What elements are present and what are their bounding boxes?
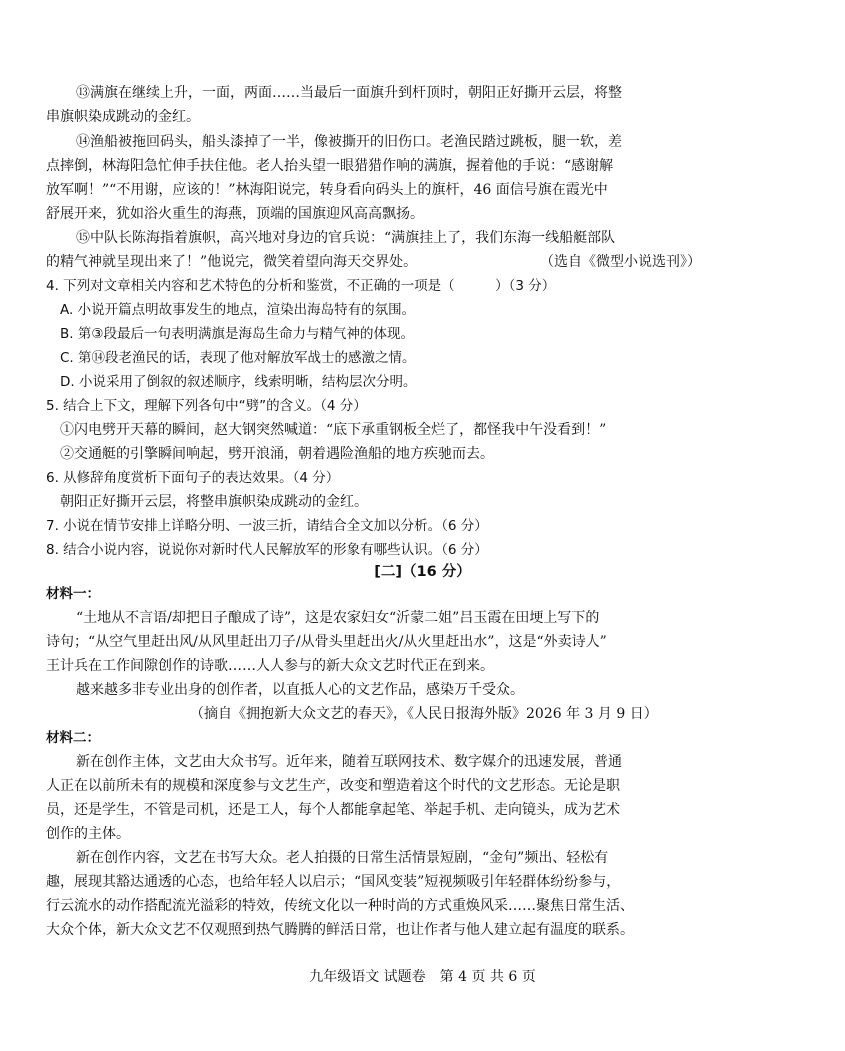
material-two-line: 大众个体，新大众文艺不仅观照到热气腾腾的鲜活日常，也让作者与他人建立起有温度的联系。 <box>46 922 634 938</box>
question-6-sentence: 朝阳正好撕开云层，将整串旗帜染成跳动的金红。 <box>60 494 368 510</box>
paragraph-13-line: 串旗帜染成跳动的金红。 <box>46 109 200 125</box>
story-source: （选自《微型小说选刊》） <box>540 254 701 270</box>
paragraph-15-line: 的精气神就呈现出来了！”他说完，微笑着望向海天交界处。 <box>46 254 418 270</box>
paragraph-13-line: ⑬满旗在继续上升，一面，两面……当最后一面旗升到杆顶时，朝阳正好撕开云层，将整 <box>76 85 622 101</box>
material-two-line: 员，还是学生，不管是司机，还是工人，每个人都能拿起笔、举起手机、走向镜头，成为艺术 <box>46 802 620 818</box>
question-5: 5. 结合上下文，理解下列各句中“劈”的含义。（4 分） <box>46 398 367 414</box>
material-two-line: 行云流水的动作搭配流光溢彩的特效，传统文化以一种时尚的方式重焕风采……聚焦日常生活、 <box>46 898 634 914</box>
material-one-line: 诗句；“从空气里赶出风/从风里赶出刀子/从骨头里赶出火/从火里赶出水”，这是“外卖诗人” <box>46 634 607 650</box>
paragraph-14-line: 放军啊！”“不用谢，应该的！”林海阳说完，转身看向码头上的旗杆，46 面信号旗在霞光中 <box>46 182 608 198</box>
material-two-line: 趣，展现其豁达通透的心态，也给年轻人以启示；“国风变装”短视频吸引年轻群体纷纷参与， <box>46 874 621 890</box>
material-two-line: 人正在以前所未有的规模和深度参与文艺生产，改变和塑造着这个时代的文艺形态。无论是职 <box>46 778 620 794</box>
question-4-option-b: B. 第③段最后一句表明满旗是海岛生命力与精气神的体现。 <box>60 326 414 342</box>
paragraph-14-line: ⑭渔船被拖回码头，船头漆掉了一半，像被撕开的旧伤口。老渔民踏过跳板，腿一软，差 <box>76 134 622 150</box>
material-one-source: （摘自《拥抱新大众文艺的春天》，《人民日报海外版》2026 年 3 月 9 日） <box>190 706 658 722</box>
material-two-label: 材料二： <box>46 730 100 746</box>
paragraph-14-line: 舒展开来，犹如浴火重生的海燕，顶端的国旗迎风高高飘扬。 <box>46 206 424 222</box>
material-one-line: 王计兵在工作间隙创作的诗歌……人人参与的新大众文艺时代正在到来。 <box>46 658 494 674</box>
paragraph-14-line: 点摔倒，林海阳急忙伸手扶住他。老人抬头望一眼猎猎作响的满旗，握着他的手说：“感谢解 <box>46 158 614 174</box>
paragraph-15-line: ⑮中队长陈海指着旗帜，高兴地对身边的官兵说：“满旗挂上了，我们东海一线船艇部队 <box>76 230 616 246</box>
material-one-label: 材料一： <box>46 586 100 602</box>
question-4-option-a: A. 小说开篇点明故事发生的地点，渲染出海岛特有的氛围。 <box>60 302 416 318</box>
question-4: 4. 下列对文章相关内容和艺术特色的分析和鉴赏，不正确的一项是（ ）（3 分） <box>46 278 556 294</box>
page-footer: 九年级语文 试题卷 第 4 页 共 6 页 <box>309 969 536 985</box>
material-two-line: 新在创作主体，文艺由大众书写。近年来，随着互联网技术、数字媒介的迅速发展，普通 <box>76 754 622 770</box>
material-two-line: 创作的主体。 <box>46 826 130 842</box>
section-two-heading: [二]（16 分） <box>374 564 471 580</box>
material-one-line: “土地从不言语/却把日子酿成了诗”，这是农家妇女“沂蒙二姐”吕玉霞在田埂上写下的 <box>76 610 600 626</box>
question-4-option-c: C. 第⑭段老渔民的话，表现了他对解放军战士的感激之情。 <box>60 350 416 366</box>
question-8: 8. 结合小说内容，说说你对新时代人民解放军的形象有哪些认识。（6 分） <box>46 542 488 558</box>
material-two-line: 新在创作内容，文艺在书写大众。老人拍摄的日常生活情景短剧，“金句”频出、轻松有 <box>76 850 609 866</box>
material-one-line: 越来越多非专业出身的创作者，以直抵人心的文艺作品，感染万千受众。 <box>76 682 524 698</box>
question-5-sentence-2: ②交通艇的引擎瞬间响起，劈开浪涌，朝着遇险渔船的地方疾驰而去。 <box>60 446 494 462</box>
question-5-sentence-1: ①闪电劈开天幕的瞬间，赵大钢突然喊道：“底下承重钢板全烂了，都怪我中午没看到！” <box>60 422 607 438</box>
question-7: 7. 小说在情节安排上详略分明、一波三折，请结合全文加以分析。（6 分） <box>46 518 488 534</box>
question-6: 6. 从修辞角度赏析下面句子的表达效果。（4 分） <box>46 470 340 486</box>
question-4-option-d: D. 小说采用了倒叙的叙述顺序，线索明晰，结构层次分明。 <box>60 374 417 390</box>
